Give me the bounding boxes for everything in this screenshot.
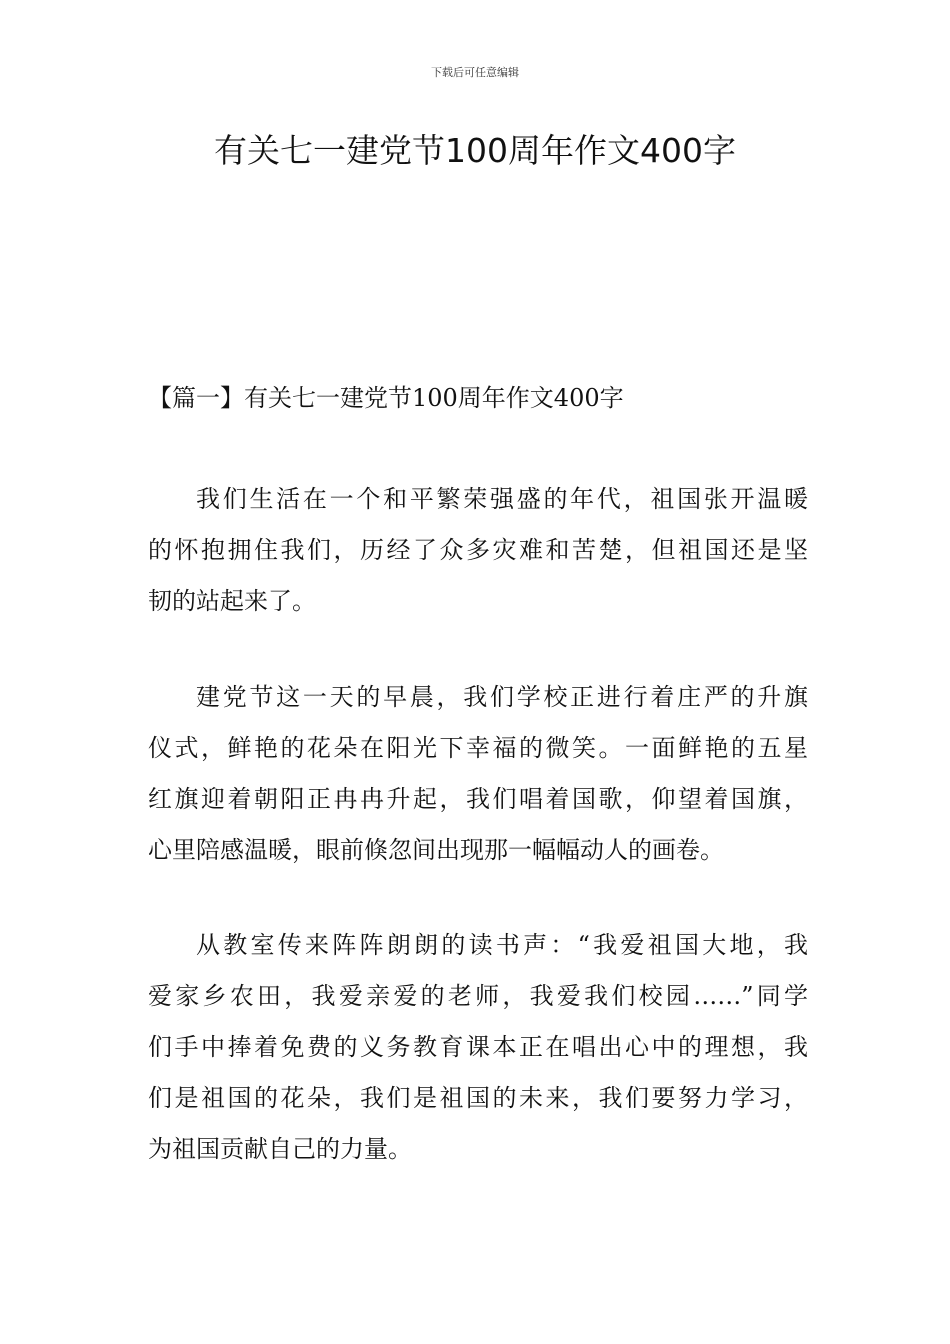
paragraph-line: 红旗迎着朝阳正冉冉升起，我们唱着国歌，仰望着国旗， — [148, 785, 808, 813]
paragraph-line: 韧的站起来了。 — [148, 587, 316, 615]
paragraph-2 — [148, 672, 808, 876]
paragraph-line: 为祖国贡献自己的力量。 — [148, 1135, 412, 1163]
paragraph-line: 们是祖国的花朵，我们是祖国的未来，我们要努力学习， — [148, 1084, 808, 1112]
document-title: 有关七一建党节100周年作文400字 — [214, 131, 736, 170]
paragraph-line: 从教室传来阵阵朗朗的读书声：“我爱祖国大地，我 — [196, 931, 808, 959]
paragraph-3 — [148, 920, 808, 1175]
paragraph-line: 的怀抱拥住我们，历经了众多灾难和苦楚，但祖国还是坚 — [148, 536, 808, 564]
section-heading: 【篇一】有关七一建党节100周年作文400字 — [148, 384, 624, 412]
paragraph-line: 爱家乡农田，我爱亲爱的老师，我爱我们校园……”同学 — [148, 982, 808, 1010]
paragraph-line: 我们生活在一个和平繁荣强盛的年代，祖国张开温暖 — [196, 485, 808, 513]
paragraph-line: 仪式，鲜艳的花朵在阳光下幸福的微笑。一面鲜艳的五星 — [148, 734, 808, 762]
paragraph-line: 们手中捧着免费的义务教育课本正在唱出心中的理想，我 — [148, 1033, 808, 1061]
paragraph-line: 心里陪感温暖，眼前倏忽间出现那一幅幅动人的画卷。 — [148, 836, 724, 864]
paragraph-line: 建党节这一天的早晨，我们学校正进行着庄严的升旗 — [196, 683, 808, 711]
header-note: 下载后可任意编辑 — [431, 66, 519, 79]
paragraph-1 — [148, 474, 808, 627]
